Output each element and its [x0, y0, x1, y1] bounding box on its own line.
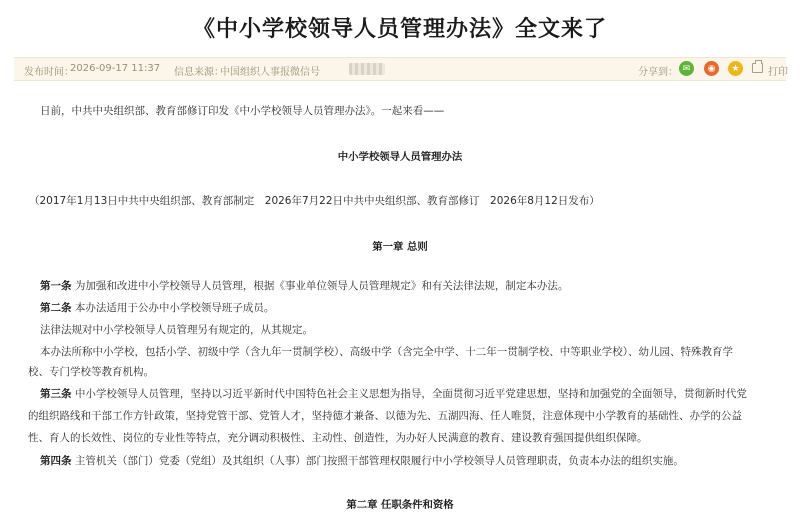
article-2-paragraph-3-line-1: 本办法所称中小学校，包括小学、初级中学（含九年一贯制学校）、高级中学（含完全中学、十二年一贯制学校、中等职业学校）、幼儿园、特殊教育学 [40, 346, 733, 358]
article-3-label: 第三条 [40, 388, 72, 400]
article-2-paragraph-3-line-2: 校、专门学校等教育机构。 [28, 366, 154, 378]
print-link[interactable]: 打印 [768, 67, 788, 78]
publish-time: 2026-09-17 11:37 [70, 63, 161, 74]
article-2-label: 第二条 [40, 302, 72, 314]
article-1 [40, 278, 568, 293]
article-4 [40, 453, 684, 468]
share-label: 分享到： [638, 67, 678, 78]
intro-paragraph: 日前，中共中央组织部、教育部修订印发《中小学校领导人员管理办法》。一起来看—— [40, 105, 445, 117]
source-name: 中国组织人事报微信号 [220, 67, 320, 78]
issuance-note: （2017年1月13日中共中央组织部、教育部制定 2026年7月22日中共中央组织部、教育部修订 2026年8月12日发布） [29, 195, 600, 207]
wechat-share-icon[interactable]: ✉ [679, 61, 694, 76]
chapter-1-heading: 第一章 总则 [372, 241, 428, 253]
article-3-line-2: 的组织路线和干部工作方针政策，坚持党管干部、党管人才，坚持德才兼备、以德为先、五湖四海、任人唯贤，注意体现中小学教育的基础性、办学的公益 [28, 410, 742, 422]
publish-label: 发布时间： [24, 67, 74, 78]
article-2 [40, 300, 274, 315]
chapter-2-heading: 第二章 任职条件和资格 [346, 499, 454, 511]
weibo-share-icon[interactable]: ◉ [704, 61, 719, 76]
article-3-line-3: 性、育人的长效性、岗位的专业性等特点，充分调动积极性、主动性、创造性，为办好人民满意的教育、建设教育强国提供组织保障。 [28, 432, 648, 444]
article-1-label: 第一条 [40, 280, 72, 292]
article-2-text: 本办法适用于公办中小学校领导班子成员。 [74, 302, 275, 314]
article-1-text: 为加强和改进中小学校领导人员管理，根据《事业单位领导人员管理规定》和有关法律法规，制定本办法。 [74, 280, 569, 292]
article-4-text: 主管机关（部门）党委（党组）及其组织（人事）部门按照干部管理权限履行中小学校领导人员管理职责，负责本办法的组织实施。 [74, 455, 684, 467]
article-4-label: 第四条 [40, 455, 72, 467]
document-title: 中小学校领导人员管理办法 [337, 151, 463, 163]
article-3-text-line-1: 中小学校领导人员管理，坚持以习近平新时代中国特色社会主义思想为指导，全面贯彻习近平党建思想，坚持和加强党的全面领导，贯彻新时代党 [74, 388, 747, 400]
source-label: 信息来源： [174, 67, 224, 78]
blurred-source-id [349, 63, 385, 75]
favorite-star-icon[interactable]: ★ [728, 61, 743, 76]
printer-icon[interactable] [752, 63, 763, 73]
article-meta-bar [14, 57, 786, 81]
article-title: 《中小学校领导人员管理办法》全文来了 [192, 17, 607, 42]
article-3-line-1 [40, 386, 747, 401]
article-2-paragraph-2: 法律法规对中小学校领导人员管理另有规定的，从其规定。 [40, 324, 313, 336]
